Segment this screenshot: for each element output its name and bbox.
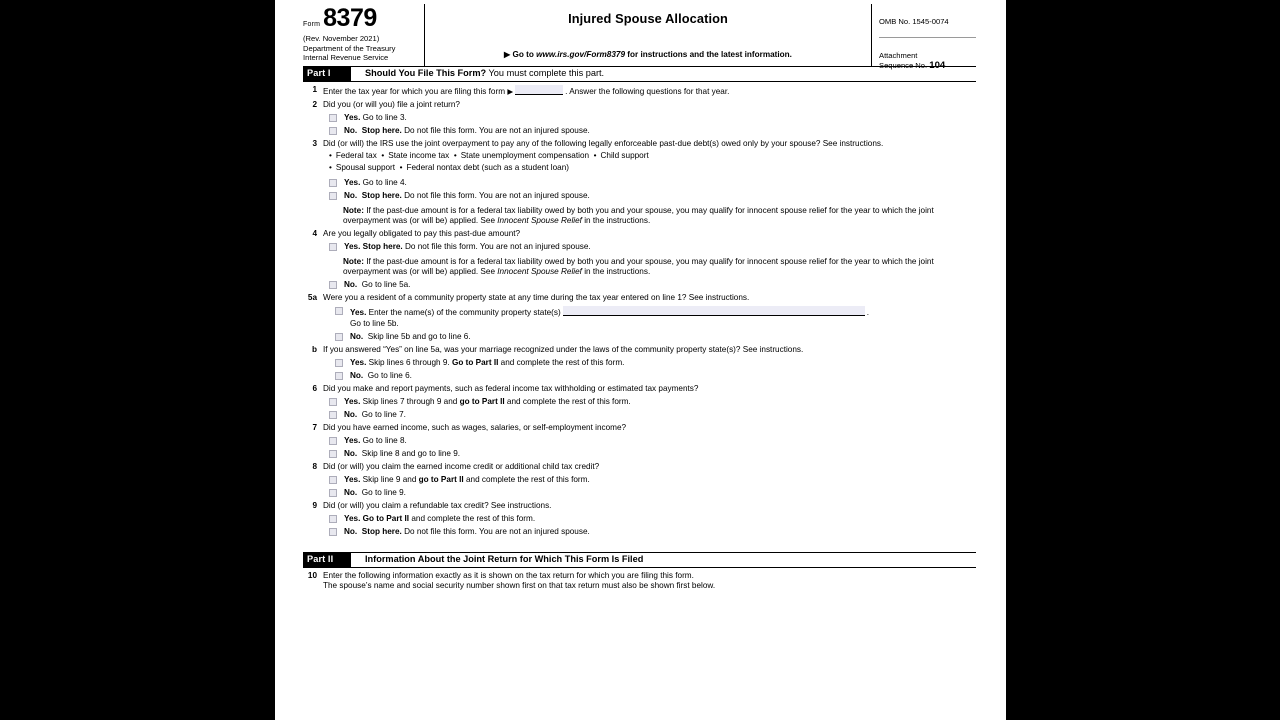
note-4-part1: If the past-due amount is for a federal tax liability owed by both you and your spouse, you may qualify for innocent spouse relief for the year to which the joint overpayment was (or will be) applied. See (343, 256, 934, 277)
line-8-yes-row[interactable] (303, 475, 976, 486)
line-2-yes-bold: Yes. (344, 112, 361, 122)
note-3-label: Note: (343, 205, 364, 215)
line-6-text: Did you make and report payments, such as federal income tax withholding or estimated tax payments? (323, 384, 699, 394)
header-left-block (303, 4, 425, 66)
line-9 (303, 501, 976, 512)
line-5b-yes-rest2: and complete the rest of this form. (498, 358, 625, 368)
line-6-yes-rest1: Skip lines 7 through 9 and (360, 397, 460, 407)
checkbox-line-5b-no[interactable] (335, 372, 343, 380)
line-5b-yes-bold2: Go to Part II (451, 358, 499, 368)
checkbox-line-7-no[interactable] (329, 450, 337, 458)
line-1 (303, 85, 976, 98)
line-2-number: 2 (312, 99, 317, 109)
line-6-yes-bold: Yes. (344, 397, 361, 407)
line-5b-yes-rest1: Skip lines 6 through 9. (366, 358, 452, 368)
line-4-no-rest: Go to line 5a. (359, 280, 411, 290)
goto-suffix: for instructions and the latest information. (625, 50, 792, 60)
checkbox-line-5a-yes[interactable] (335, 307, 343, 315)
part-2-title-bold: Information About the Joint Return for Which This Form Is Filed (365, 553, 644, 564)
part-2-tag: Part II (303, 553, 351, 567)
line-10-text (323, 571, 976, 592)
bullet-child-support: • Child support (593, 151, 649, 161)
checkbox-line-8-no[interactable] (329, 489, 337, 497)
line-10-number: 10 (307, 570, 317, 580)
line-5a-no-bold: No. (350, 332, 364, 342)
goto-url[interactable]: www.irs.gov/Form8379 (536, 50, 626, 60)
header-right-block (872, 4, 976, 71)
goto-instructions (425, 50, 871, 61)
goto-prefix: Go to (512, 50, 537, 60)
note-3-italic: Innocent Spouse Relief (497, 216, 582, 226)
line-4-yes-bold: Yes. (344, 242, 361, 252)
line-7-yes-rest: Go to line 8. (360, 436, 407, 446)
line-3-no-label (344, 191, 976, 202)
department-block (303, 45, 420, 62)
line-8-no-bold: No. (344, 488, 358, 498)
line-3-no-stophere: Stop here. (361, 191, 402, 201)
line-7-yes-label (344, 436, 976, 447)
line-8-yes-rest2: and complete the rest of this form. (463, 475, 590, 485)
line-8-text: Did (or will) you claim the earned income credit or additional child tax credit? (323, 462, 600, 472)
line-8-no-rest: Go to line 9. (359, 488, 406, 498)
line-5a (303, 293, 976, 304)
line-2-no-rest: Do not file this form. You are not an injured spouse. (401, 125, 590, 135)
part-1-title-rest: You must complete this part. (486, 68, 605, 78)
line-5a-yes-label (350, 306, 976, 329)
line-5b-yes-label (350, 358, 976, 369)
form-number: 8379 (323, 4, 377, 32)
bullet-label-child-support: Child support (600, 151, 649, 161)
line-7-text: Did you have earned income, such as wages, salaries, or self-employment income? (323, 423, 627, 433)
line-5a-number: 5a (307, 293, 317, 303)
line-6 (303, 384, 976, 395)
line-5b-no-bold: No. (350, 371, 364, 381)
line-5b (303, 345, 976, 356)
line-9-no-label (344, 527, 976, 538)
line-6-yes-bold2: go to Part II (459, 397, 505, 407)
line-3-yes-row[interactable] (303, 178, 976, 189)
bullet-federal-tax: • Federal tax (329, 151, 377, 161)
form-identity (303, 4, 420, 32)
bullet-label-federal-nontax: Federal nontax debt (such as a student loan) (406, 162, 569, 172)
bullet-label-spousal-support: Spousal support (335, 162, 396, 172)
right-arrow-icon: ▶ (504, 50, 511, 60)
line-5b-no-rest: Go to line 6. (365, 371, 412, 381)
line-9-no-row[interactable] (303, 527, 976, 538)
line-4-yes-rest: Do not file this form. You are not an injured spouse. (402, 242, 591, 252)
line-2-yes-rest: Go to line 3. (360, 112, 407, 122)
line-8-yes-bold: Yes. (344, 475, 361, 485)
line-4-no-bold: No. (344, 280, 358, 290)
line-5a-yes-rest: Enter the name(s) of the community property state(s) (366, 308, 561, 318)
line-8-yes-rest1: Skip line 9 and (360, 475, 419, 485)
note-after-line-4 (303, 257, 976, 278)
line-2 (303, 100, 976, 111)
part-1-title (351, 67, 604, 81)
line-3-yes-rest: Go to line 4. (360, 178, 407, 188)
line-9-no-stophere: Stop here. (361, 527, 402, 537)
line-8 (303, 462, 976, 473)
department-line-1: Department of the Treasury (303, 44, 396, 54)
line-3-no-row[interactable] (303, 191, 976, 202)
line-9-yes-label (344, 514, 976, 525)
attachment-seq-text: Sequence No. (879, 60, 928, 70)
line-4-no-label (344, 280, 976, 291)
line-5a-yes-row[interactable] (303, 306, 976, 329)
line-4-text: Are you legally obligated to pay this past-due amount? (323, 229, 521, 239)
line-8-number: 8 (312, 462, 317, 472)
bullet-state-unemployment: • State unemployment compensation (453, 151, 590, 161)
line-6-number: 6 (312, 384, 317, 394)
checkbox-line-9-yes[interactable] (329, 515, 337, 523)
line-2-yes-label (344, 113, 976, 124)
attachment-sequence (879, 38, 976, 72)
checkbox-line-5a-no[interactable] (335, 333, 343, 341)
line-8-yes-label (344, 475, 976, 486)
line-7-no-bold: No. (344, 449, 358, 459)
checkbox-line-2-yes[interactable] (329, 114, 337, 122)
irs-form-8379 (303, 4, 976, 592)
line-6-no-bold: No. (344, 410, 358, 420)
line-10-text-line-2: The spouse’s name and social security number shown first on that tax return must also be shown first below. (323, 581, 716, 591)
header-center-block (425, 4, 872, 66)
bullet-spousal-support: • Spousal support (329, 162, 396, 172)
line-5a-yes-second-line: Go to line 5b. (350, 318, 399, 328)
line-1-arrow-icon: ▶ (507, 86, 514, 96)
line-8-no-label (344, 488, 976, 499)
line-3-yes-bold: Yes. (344, 178, 361, 188)
section-spacer (303, 538, 976, 552)
part-1-title-bold: Should You File This Form? (365, 68, 487, 78)
checkbox-line-3-yes[interactable] (329, 179, 337, 187)
line-3-bullet-row-2 (329, 163, 976, 174)
form-revision: (Rev. November 2021) (303, 33, 380, 43)
line-10-text-line-1: Enter the following information exactly as it is shown on the tax return for which you are filing this form. (323, 570, 694, 580)
line-1-text-before: Enter the tax year for which you are filing this form (323, 86, 506, 96)
line-7-yes-bold: Yes. (344, 436, 361, 446)
line-2-no-stophere: Stop here. (361, 125, 402, 135)
checkbox-line-7-yes[interactable] (329, 437, 337, 445)
line-1-text (323, 85, 976, 98)
line-4-yes-row[interactable] (303, 242, 976, 253)
line-9-text: Did (or will) you claim a refundable tax credit? See instructions. (323, 501, 552, 511)
attachment-label-1: Attachment (879, 50, 918, 60)
line-3-text: Did (or will) the IRS use the joint overpayment to pay any of the following legally enforceable past-due debt(s) owed only by your spouse? See instructions. (323, 138, 884, 148)
checkbox-line-6-yes[interactable] (329, 398, 337, 406)
line-5b-text: If you answered “Yes” on line 5a, was your marriage recognized under the laws of the community property state(s)? See instructions. (323, 344, 804, 354)
line-3-bullet-row-1 (329, 151, 976, 162)
line-2-yes-row[interactable] (303, 113, 976, 124)
note-4-label: Note: (343, 256, 364, 266)
line-3-number: 3 (312, 138, 317, 148)
line-9-yes-row[interactable] (303, 514, 976, 525)
note-after-line-3 (303, 206, 976, 227)
line-2-no-label (344, 126, 976, 137)
line-7-yes-row[interactable] (303, 436, 976, 447)
omb-number: OMB No. 1545-0074 (879, 4, 976, 38)
department-line-2: Internal Revenue Service (303, 53, 389, 63)
attachment-label-2 (879, 60, 976, 72)
line-5a-text: Were you a resident of a community property state at any time during the tax year entered on line 1? See instructions. (323, 293, 750, 303)
line-8-no-row[interactable] (303, 488, 976, 499)
checkbox-line-2-no[interactable] (329, 127, 337, 135)
line-9-number: 9 (312, 501, 317, 511)
line-1-number: 1 (312, 84, 317, 94)
part-1-banner (303, 66, 976, 82)
line-5a-no-label (350, 332, 976, 343)
line-7 (303, 423, 976, 434)
line-7-number: 7 (312, 423, 317, 433)
bullet-federal-nontax: • Federal nontax debt (such as a student loan) (399, 162, 569, 172)
part-2-banner (303, 552, 976, 568)
line-6-no-rest: Go to line 7. (359, 410, 406, 420)
line-10 (303, 571, 976, 592)
line-3 (303, 139, 976, 150)
bullet-state-income-tax: • State income tax (381, 151, 450, 161)
line-9-no-bold: No. (344, 527, 358, 537)
line-6-yes-rest2: and complete the rest of this form. (504, 397, 631, 407)
line-1-text-after: . Answer the following questions for that year. (565, 86, 730, 96)
form-word-label: Form (303, 21, 321, 28)
line-5b-no-row[interactable] (303, 371, 976, 382)
checkbox-line-9-no[interactable] (329, 528, 337, 536)
line-9-yes-rest: and complete the rest of this form. (409, 514, 536, 524)
line-7-no-label (344, 449, 976, 460)
line-5a-yes-bold: Yes. (350, 308, 367, 318)
note-4-part2: in the instructions. (581, 267, 651, 277)
note-3-part2: in the instructions. (581, 216, 651, 226)
form-header (303, 4, 976, 71)
line-4-yes-stophere: Stop here. (362, 242, 403, 252)
line-7-no-rest: Skip line 8 and go to line 9. (359, 449, 461, 459)
line-5b-yes-row[interactable] (303, 358, 976, 369)
line-5b-no-label (350, 371, 976, 382)
line-9-no-rest: Do not file this form. You are not an injured spouse. (401, 527, 590, 537)
checkbox-line-4-no[interactable] (329, 281, 337, 289)
line-3-no-bold: No. (344, 191, 358, 201)
form-title: Injured Spouse Allocation (568, 11, 728, 26)
line-6-no-row[interactable] (303, 410, 976, 421)
note-3-part1: If the past-due amount is for a federal tax liability owed by both you and your spouse, you may qualify for innocent spouse relief for the year to which the joint overpayment was (or will be) applied. See (343, 205, 934, 226)
line-7-no-row[interactable] (303, 449, 976, 460)
line-6-yes-label (344, 397, 976, 408)
line-6-no-label (344, 410, 976, 421)
line-2-no-row[interactable] (303, 126, 976, 137)
tax-year-input[interactable] (515, 85, 563, 95)
bullet-label-state-unemployment: State unemployment compensation (460, 151, 590, 161)
part-1-tag: Part I (303, 67, 351, 81)
note-4-italic: Innocent Spouse Relief (497, 267, 582, 277)
checkbox-line-5b-yes[interactable] (335, 359, 343, 367)
part-2-title (351, 553, 643, 567)
line-5a-no-row[interactable] (303, 332, 976, 343)
line-4-number: 4 (312, 229, 317, 239)
line-4 (303, 229, 976, 240)
line-5b-number: b (311, 344, 317, 354)
line-3-bullets (303, 151, 976, 173)
line-6-yes-row[interactable] (303, 397, 976, 408)
bullet-label-state-income-tax: State income tax (388, 151, 450, 161)
line-5b-yes-bold: Yes. (350, 358, 367, 368)
line-9-yes-bold: Yes. Go to Part II (344, 514, 410, 524)
attachment-seq-number: 104 (929, 59, 946, 71)
line-4-yes-label (344, 242, 976, 253)
line-4-no-row[interactable] (303, 280, 976, 291)
line-3-yes-label (344, 178, 976, 189)
line-3-no-rest: Do not file this form. You are not an injured spouse. (401, 191, 590, 201)
line-8-yes-bold2: go to Part II (418, 475, 464, 485)
line-2-text: Did you (or will you) file a joint return? (323, 99, 460, 109)
line-2-no-bold: No. (344, 125, 358, 135)
form-page (275, 0, 1006, 720)
bullet-label-federal-tax: Federal tax (335, 151, 377, 161)
community-property-states-input[interactable] (563, 306, 865, 316)
line-5a-yes-period: . (866, 308, 869, 318)
checkbox-line-4-yes[interactable] (329, 243, 337, 251)
checkbox-line-3-no[interactable] (329, 192, 337, 200)
line-5a-no-rest: Skip line 5b and go to line 6. (365, 332, 471, 342)
checkbox-line-8-yes[interactable] (329, 476, 337, 484)
checkbox-line-6-no[interactable] (329, 411, 337, 419)
